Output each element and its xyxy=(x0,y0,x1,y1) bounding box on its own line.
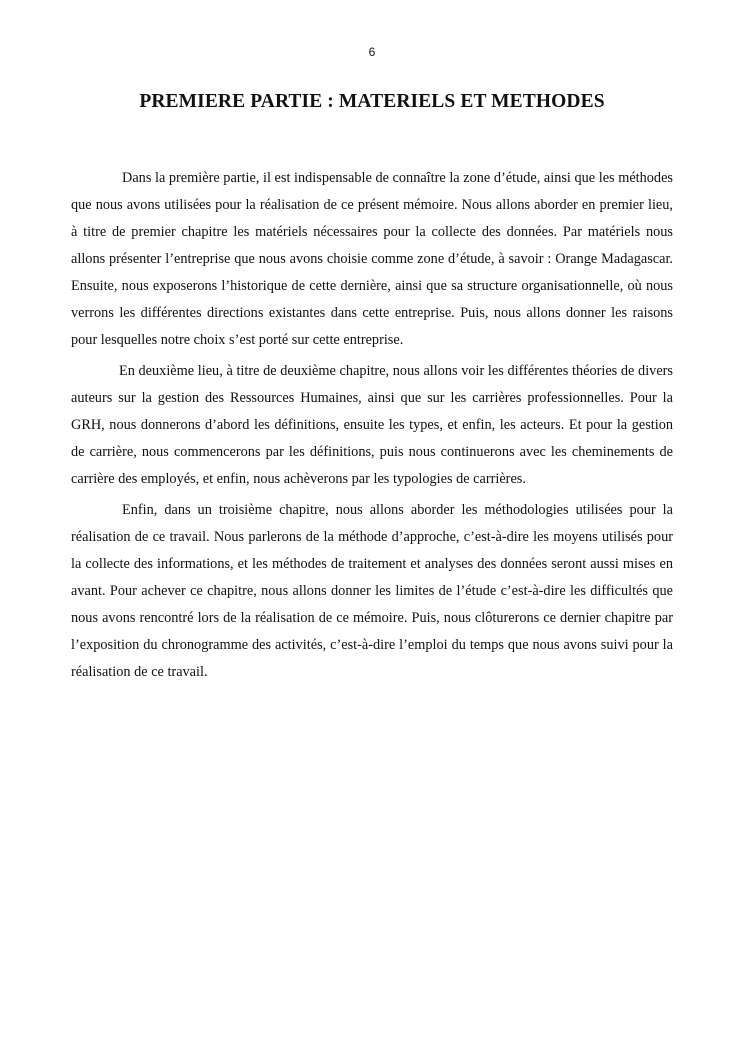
page-number: 6 xyxy=(368,45,376,59)
body-text xyxy=(71,165,673,690)
paragraph-second-chapter: En deuxième lieu, à titre de deuxième chapitre, nous allons voir les différentes théories de divers auteurs sur la gestion des Ressources Humaines, ainsi que sur les carrières professionnelles. Pour la GRH, nous donnerons d’abord les définitions, ensuite les types, et enfin, les acteurs. Et pour la gestion de carrière, nous commencerons par les définitions, puis nous continuerons avec les cheminements de carrière des employés, et enfin, nous achèverons par les typologies de carrières. xyxy=(71,363,673,487)
paragraph-intro: Dans la première partie, il est indispensable de connaître la zone d’étude, ainsi que les méthodes que nous avons utilisées pour la réalisation de ce présent mémoire. Nous allons aborder en premier lieu, à titre de premier chapitre les matériels nécessaires pour la collecte des données. Par matériels nous allons présenter l’entreprise que nous avons choisie comme zone d’étude, à savoir : Orange Madagascar. Ensuite, nous exposerons l’historique de cette dernière, ainsi que sa structure organisationnelle, où nous verrons les différentes directions existantes dans cette entreprise. Puis, nous allons donner les raisons pour lesquelles notre choix s’est porté sur cette entreprise. xyxy=(71,170,673,348)
paragraph-third-chapter: Enfin, dans un troisième chapitre, nous allons aborder les méthodologies utilisées pour la réalisation de ce travail. Nous parlerons de la méthode d’approche, c’est-à-dire les moyens utilisés pour la collecte des informations, et les méthodes de traitement et analyses des données seront aussi mises en avant. Pour achever ce chapitre, nous allons donner les limites de l’étude c’est-à-dire les difficultés que nous avons rencontré lors de la réalisation de ce mémoire. Puis, nous clôturerons ce dernier chapitre par l’exposition du chronogramme des activités, c’est-à-dire l’emploi du temps que nous avons suivi pour la réalisation de ce travail. xyxy=(71,502,673,680)
part-title: PREMIERE PARTIE : MATERIELS ET METHODES xyxy=(139,91,605,112)
